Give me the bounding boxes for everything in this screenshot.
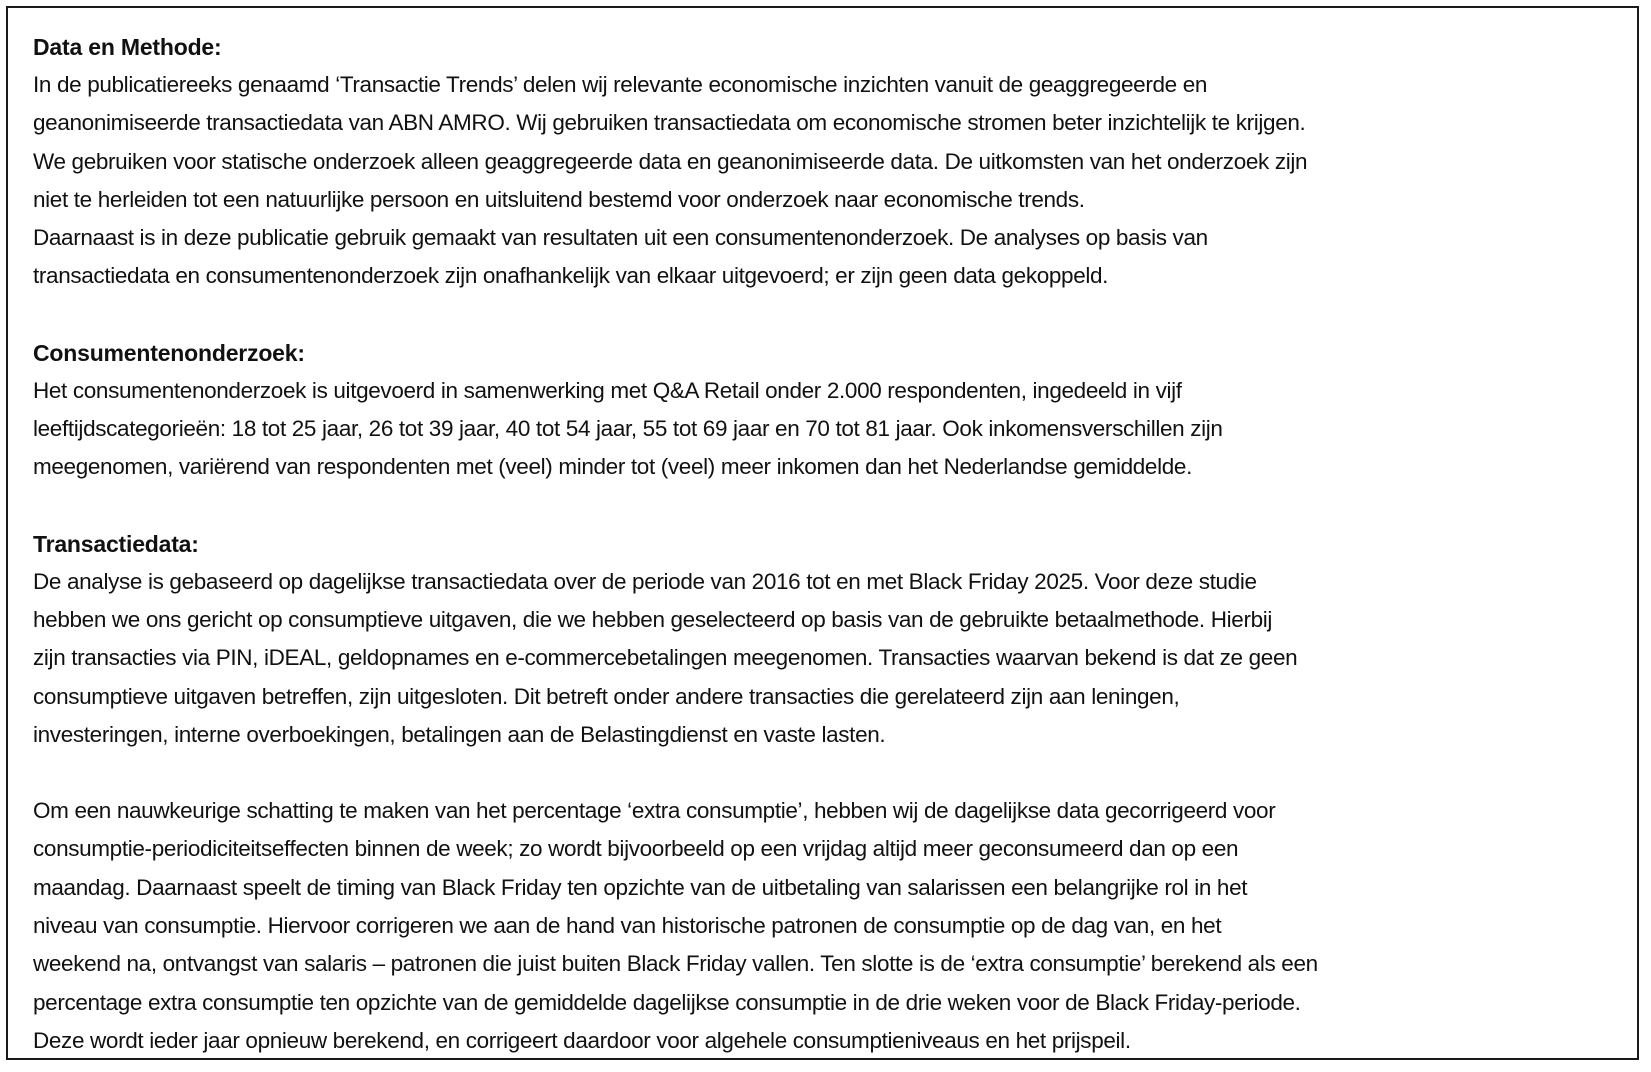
text-line: percentage extra consumptie ten opzichte van de gemiddelde dagelijkse consumptie in de drie weken voor de Black Friday-periode. [33, 989, 1301, 1015]
text-line: meegenomen, variërend van respondenten met (veel) minder tot (veel) meer inkomen dan het Nederlandse gemiddelde. [33, 454, 1192, 480]
section-transactiedata [33, 525, 1633, 1061]
text-line: hebben we ons gericht op consumptieve uitgaven, die we hebben geselecteerd op basis van de gebruikte betaalmethode. Hierbij [33, 606, 1273, 632]
section-spacer [33, 296, 1633, 334]
section-title: Data en Methode: [33, 34, 222, 60]
text-line: De analyse is gebaseerd op dagelijkse transactiedata over de periode van 2016 tot en met Black Friday 2025. Voor deze studie [33, 568, 1257, 594]
text-line: Daarnaast is in deze publicatie gebruik gemaakt van resultaten uit een consumentenonderzoek. De analyses op basis van [33, 225, 1208, 251]
text-line: niveau van consumptie. Hiervoor corrigeren we aan de hand van historische patronen de consumptie op de dag van, en het [33, 913, 1222, 939]
text-line: geanonimiseerde transactiedata van ABN AMRO. Wij gebruiken transactiedata om economische stromen beter inzichtelijk te krijgen. [33, 110, 1306, 136]
text-line: Deze wordt ieder jaar opnieuw berekend, en corrigeert daardoor voor algehele consumptieniveaus en het prijspeil. [33, 1027, 1131, 1053]
section-spacer [33, 487, 1633, 525]
text-line: consumptieve uitgaven betreffen, zijn uitgesloten. Dit betreft onder andere transacties die gerelateerd zijn aan leningen, [33, 683, 1180, 709]
section-title: Transactiedata: [33, 530, 199, 557]
text-line: Om een nauwkeurige schatting te maken van het percentage ‘extra consumptie’, hebben wij de dagelijkse data gecorrigeerd voor [33, 798, 1276, 824]
section-title: Consumentenonderzoek: [33, 339, 305, 366]
paragraph [33, 66, 1633, 296]
text-line: investeringen, interne overboekingen, betalingen aan de Belastingdienst en vaste lasten. [33, 721, 886, 747]
text-line: niet te herleiden tot een natuurlijke persoon en uitsluitend bestemd voor onderzoek naar economische trends. [33, 186, 1085, 212]
text-line: consumptie-periodiciteitseffecten binnen de week; zo wordt bijvoorbeeld op een vrijdag altijd meer geconsumeerd dan op een [33, 836, 1239, 862]
section-consumentenonderzoek [33, 334, 1633, 487]
paragraph-spacer [33, 754, 1633, 792]
paragraph [33, 792, 1633, 1060]
methodology-box [6, 6, 1639, 1060]
paragraph [33, 563, 1633, 754]
methodology-content [33, 28, 1633, 1060]
text-line: In de publicatiereeks genaamd ‘Transactie Trends’ delen wij relevante economische inzichten vanuit de geaggregeerde en [33, 72, 1208, 97]
section-data-en-methode [33, 28, 1633, 296]
text-line: weekend na, ontvangst van salaris – patronen die juist buiten Black Friday vallen. Ten slotte is de ‘extra consumptie’ berekend als een [33, 951, 1318, 977]
text-line: maandag. Daarnaast speelt de timing van Black Friday ten opzichte van de uitbetaling van salarissen een belangrijke rol in het [33, 874, 1248, 900]
text-line: zijn transacties via PIN, iDEAL, geldopnames en e-commercebetalingen meegenomen. Transacties waarvan bekend is dat ze geen [33, 645, 1298, 671]
text-line: transactiedata en consumentenonderzoek zijn onafhankelijk van elkaar uitgevoerd; er zijn geen data gekoppeld. [33, 263, 1109, 289]
text-line: We gebruiken voor statische onderzoek alleen geaggregeerde data en geanonimiseerde data. De uitkomsten van het onderzoek zijn [33, 148, 1308, 174]
text-line: leeftijdscategorieën: 18 tot 25 jaar, 26 tot 39 jaar, 40 tot 54 jaar, 55 tot 69 jaar en 70 tot 81 jaar. Ook inkomensverschillen zijn [33, 416, 1223, 442]
paragraph [33, 372, 1633, 487]
text-line: Het consumentenonderzoek is uitgevoerd in samenwerking met Q&A Retail onder 2.000 respondenten, ingedeeld in vijf [33, 377, 1182, 403]
